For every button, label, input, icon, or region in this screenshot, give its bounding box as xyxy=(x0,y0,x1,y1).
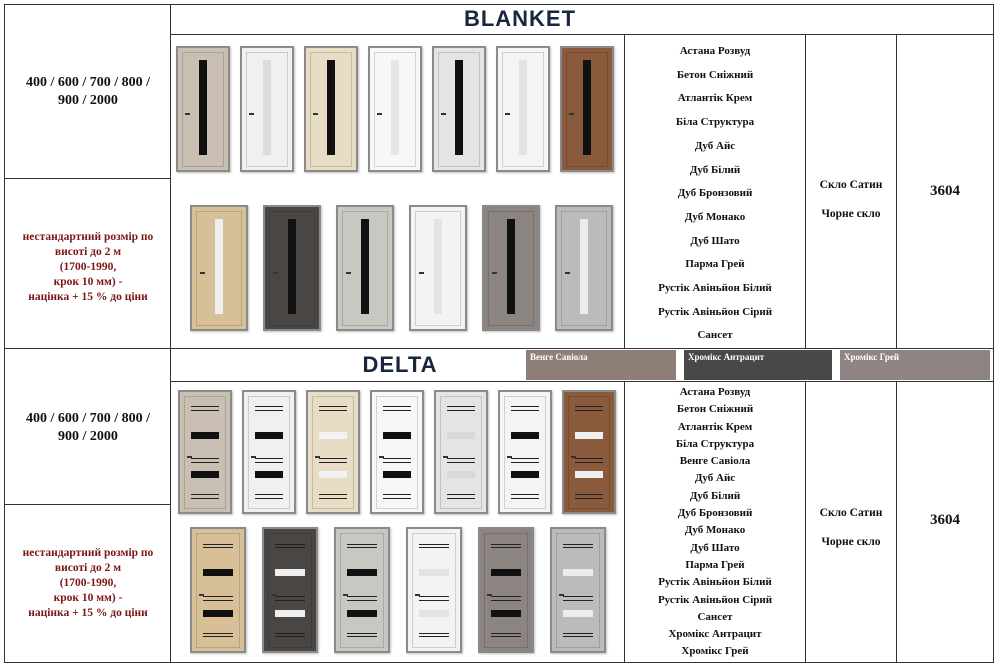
table-right-border xyxy=(993,4,994,663)
door-image xyxy=(432,46,486,172)
glass-option: Чорне скло xyxy=(821,208,881,220)
color-item: Рустік Авіньйон Сірий xyxy=(657,305,773,318)
swatch-venge-saviola: Венге Савіола xyxy=(526,350,676,380)
door-image xyxy=(368,46,422,172)
color-item: Астана Розвуд xyxy=(679,45,751,57)
section-divider xyxy=(4,348,993,349)
color-item: Рустік Авіньйон Білий xyxy=(658,576,772,589)
color-item: Хромікс Грей xyxy=(681,645,749,658)
color-item: Атлантік Крем xyxy=(677,92,753,105)
door-image xyxy=(240,46,294,172)
color-item: Атлантік Крем xyxy=(677,420,753,433)
door-image xyxy=(434,390,488,514)
blanket-sizes-line1: 400 / 600 / 700 / 800 / xyxy=(25,75,151,90)
door-image xyxy=(555,205,613,331)
delta-sizes-line1: 400 / 600 / 700 / 800 / xyxy=(25,411,151,426)
color-item: Дуб Бронзовий xyxy=(677,507,753,520)
color-item: Сансет xyxy=(697,610,733,623)
color-item: Біла Структура xyxy=(675,116,755,129)
swatch-hromiks-grei: Хромікс Грей xyxy=(840,350,990,380)
door-image xyxy=(482,205,540,331)
delta-title: DELTA xyxy=(362,352,438,377)
color-item: Дуб Білий xyxy=(689,163,741,176)
color-item: Бетон Сніжний xyxy=(676,68,754,81)
blanket-colors-divider xyxy=(624,34,625,349)
door-image xyxy=(190,205,248,331)
table-left-border xyxy=(4,4,5,663)
door-image xyxy=(178,390,232,514)
delta-left-divider xyxy=(4,504,170,505)
blanket-title: BLANKET xyxy=(463,6,577,31)
door-image xyxy=(306,390,360,514)
door-image xyxy=(560,46,614,172)
color-item: Дуб Бронзовий xyxy=(677,187,753,200)
color-item: Хромікс Антрацит xyxy=(668,628,762,641)
door-image xyxy=(550,527,606,653)
door-image xyxy=(336,205,394,331)
door-image xyxy=(496,46,550,172)
door-image xyxy=(176,46,230,172)
blanket-title-divider xyxy=(170,34,993,35)
door-image xyxy=(304,46,358,172)
blanket-glass-options xyxy=(806,171,896,229)
delta-price: 3604 xyxy=(930,512,960,528)
door-image xyxy=(409,205,467,331)
color-item: Дуб Білий xyxy=(689,489,741,502)
label-column-divider xyxy=(170,4,171,663)
blanket-sizes xyxy=(8,74,168,110)
color-item: Бетон Сніжний xyxy=(676,403,754,416)
glass-option: Скло Сатин xyxy=(819,507,883,519)
blanket-sizes-line2: 900 / 2000 xyxy=(58,93,118,108)
blanket-left-divider xyxy=(4,178,170,179)
delta-glass-options xyxy=(806,499,896,557)
delta-sizes-line2: 900 / 2000 xyxy=(58,429,118,444)
blanket-nonstandard-note: нестандартний розмір по висоті до 2 м (1700-1990, крок 10 мм) - націнка + 15 % до ціни xyxy=(22,231,154,303)
door-image xyxy=(262,527,318,653)
color-item: Дуб Монако xyxy=(684,210,746,223)
color-item: Парма Грей xyxy=(685,258,745,271)
glass-option: Чорне скло xyxy=(821,536,881,548)
door-image xyxy=(334,527,390,653)
color-item: Венге Савіола xyxy=(679,455,751,468)
table-top-border xyxy=(4,4,993,5)
color-item: Біла Структура xyxy=(675,437,755,450)
delta-colors-divider xyxy=(624,381,625,663)
glass-option: Скло Сатин xyxy=(819,179,883,191)
swatch-hromiks-antratsyt: Хромікс Антрацит xyxy=(684,350,832,380)
color-item: Рустік Авіньйон Білий xyxy=(658,282,772,295)
blanket-price: 3604 xyxy=(930,183,960,199)
door-image xyxy=(242,390,296,514)
color-item: Дуб Айс xyxy=(694,139,736,152)
color-item: Дуб Шато xyxy=(690,234,740,247)
table-bottom-border xyxy=(4,662,993,663)
door-image xyxy=(478,527,534,653)
door-image xyxy=(190,527,246,653)
color-item: Дуб Шато xyxy=(690,541,740,554)
door-image xyxy=(370,390,424,514)
color-item: Сансет xyxy=(697,329,733,342)
color-item: Рустік Авіньйон Сірий xyxy=(657,593,773,606)
color-item: Парма Грей xyxy=(685,558,745,571)
delta-sizes xyxy=(8,410,168,446)
color-item: Дуб Монако xyxy=(684,524,746,537)
delta-nonstandard-note: нестандартний розмір по висоті до 2 м (1700-1990, крок 10 мм) - націнка + 15 % до ціни xyxy=(22,547,154,619)
door-image xyxy=(562,390,616,514)
door-image xyxy=(498,390,552,514)
color-item: Дуб Айс xyxy=(694,472,736,485)
delta-color-list xyxy=(626,384,804,661)
door-image xyxy=(263,205,321,331)
blanket-color-list xyxy=(626,40,804,348)
color-item: Астана Розвуд xyxy=(679,386,751,398)
delta-title-divider xyxy=(170,381,993,382)
door-image xyxy=(406,527,462,653)
